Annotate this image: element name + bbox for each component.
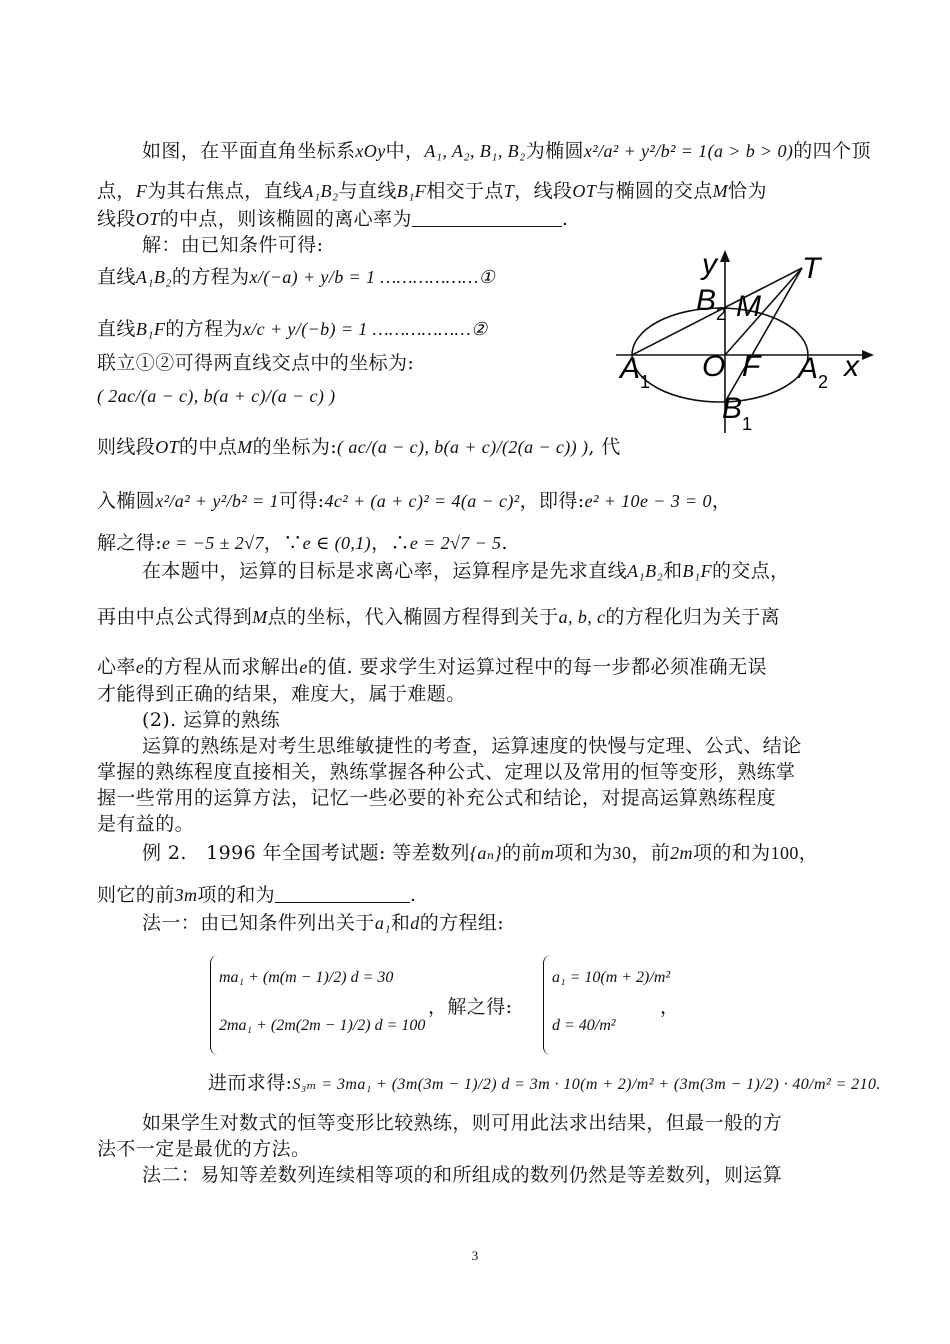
- math: A₁B₂: [302, 181, 339, 201]
- text: 直线: [97, 266, 136, 288]
- solve-text: [428, 994, 538, 1021]
- math: M: [252, 607, 268, 627]
- solution-line-4: [97, 350, 607, 377]
- math: x²/a² + y²/b² = 1(a > b > 0): [583, 141, 794, 161]
- math: e ∈ (0,1): [302, 533, 372, 553]
- math: B₁F: [396, 181, 427, 201]
- math: e = 2√7 − 5: [409, 533, 502, 553]
- text: 运算的熟练是对考生思维敏捷性的考查，运算速度的快慢与定理、公式、结论: [142, 735, 802, 757]
- math: T: [503, 181, 515, 201]
- problem-line-1: [142, 138, 927, 165]
- math: B₁F: [135, 319, 166, 339]
- text: 如图，在平面直角坐标系: [142, 140, 356, 162]
- method1-result: [208, 1070, 881, 1098]
- text: 直线: [97, 318, 136, 340]
- text: .: [410, 884, 417, 906]
- text: 再由中点公式得到: [97, 606, 253, 628]
- equation-2: x/c + y/(−b) = 1 ………………②: [242, 319, 488, 339]
- para2-line-3: [97, 785, 882, 812]
- text: 项的和为: [692, 842, 771, 864]
- math: d: [410, 913, 420, 933]
- text: 的方程为: [171, 266, 250, 288]
- label-a2-sub: 2: [818, 372, 829, 392]
- text: 是有益的。: [97, 813, 195, 835]
- label-b2: B: [696, 284, 717, 317]
- text: ，前: [631, 842, 671, 864]
- text: 为椭圆: [525, 140, 584, 162]
- equation-system-b: [543, 955, 671, 1055]
- remark-line-2: [97, 1136, 882, 1163]
- method1-intro: [142, 910, 927, 937]
- example2-line-1: [142, 840, 927, 867]
- solution-line-3: [97, 316, 607, 343]
- text: 握一些常用的运算方法，记忆一些必要的补充公式和结论，对提高运算熟练程度: [97, 787, 777, 809]
- label-x: x: [844, 350, 859, 383]
- text: 才能得到正确的结果，难度大，属于难题。: [97, 683, 466, 705]
- text: 恰为: [728, 180, 767, 202]
- text: 和: [663, 560, 683, 582]
- system-comma: [660, 994, 690, 1021]
- label-b2-sub: 2: [716, 304, 727, 324]
- text: ，即得:: [519, 490, 585, 512]
- answer-blank: [275, 884, 410, 903]
- section-heading: [142, 707, 927, 734]
- math: OT: [155, 437, 180, 457]
- text: 法不一定是最优的方法。: [97, 1138, 311, 1160]
- math: xOy: [355, 141, 386, 161]
- para-line-3: [97, 654, 882, 681]
- text: ，∴: [371, 532, 410, 554]
- solution-line-8: [97, 530, 882, 557]
- text: 的方程从而求解出: [144, 656, 300, 678]
- system-b-eq2: d = 40/m²: [552, 1017, 616, 1034]
- text: 则它的前: [97, 884, 175, 906]
- para2-line-4: [97, 811, 882, 838]
- math: 30: [612, 843, 632, 863]
- label-y: y: [702, 248, 717, 281]
- remark-line-1: [142, 1110, 927, 1137]
- text: 的方程为: [165, 318, 243, 340]
- text: 点的坐标，代入椭圆方程得到关于: [267, 606, 559, 628]
- math: 100: [770, 843, 799, 863]
- math: F: [135, 181, 148, 201]
- math: {aₙ}: [469, 843, 503, 863]
- text: 相交于点: [426, 180, 504, 202]
- label-a1: A: [620, 352, 641, 385]
- text: 则线段: [97, 436, 156, 458]
- text: 的中点: [179, 436, 238, 458]
- text: 联立①②可得两直线交点中的坐标为:: [97, 352, 415, 374]
- text: 的方程组:: [419, 912, 505, 934]
- system-b-eq1: a₁ = 10(m + 2)/m²: [552, 969, 671, 986]
- system-a-eq1: ma₁ + (m(m − 1)/2) d = 30: [219, 969, 394, 986]
- text: 解之得:: [97, 532, 163, 554]
- text: 点，: [97, 180, 136, 202]
- text: ，: [711, 490, 732, 512]
- text: 在本题中，运算的目标是求离心率，运算程序是先求直线: [142, 560, 628, 582]
- method2-line-1: [142, 1162, 927, 1189]
- text: 的值. 要求学生对运算过程中的每一步都必须准确无误: [307, 656, 767, 678]
- text: ，线段: [514, 180, 573, 202]
- text: 掌握的熟练程度直接相关，熟练掌握各种公式、定理以及常用的恒等变形，熟练掌: [97, 761, 796, 783]
- text: .: [561, 208, 569, 230]
- text: 入椭圆: [97, 490, 156, 512]
- text: 和: [390, 912, 411, 934]
- math: e = −5 ± 2√7: [162, 533, 264, 553]
- text: , 代: [588, 436, 621, 458]
- text: 可得:: [278, 490, 325, 512]
- math: A₁, A₂, B₁, B₂: [424, 141, 526, 161]
- text: 项的和为: [197, 884, 276, 906]
- text: 如果学生对数式的恒等变形比较熟练，则可用此法求出结果，但最一般的方: [142, 1112, 783, 1134]
- solution-line-7: [97, 488, 882, 515]
- math: M: [237, 437, 253, 457]
- text: ，: [798, 842, 819, 864]
- math: e² + 10e − 3 = 0: [584, 491, 712, 511]
- text: 与椭圆的交点: [596, 180, 713, 202]
- sum-equation: S₃ₘ = 3ma₁ + (3m(3m − 1)/2) d = 3m · 10(m + 2)/m² + (3m(3m − 1)/2) · 40/m² = 210.: [292, 1076, 881, 1093]
- text: 线段: [97, 208, 136, 230]
- system-a-eq2: 2ma₁ + (2m(2m − 1)/2) d = 100: [219, 1017, 426, 1034]
- solution-line-5: [97, 383, 607, 410]
- text: 的四个顶: [793, 140, 871, 162]
- math: e: [299, 657, 308, 677]
- math: M: [712, 181, 729, 201]
- text: .: [501, 532, 508, 554]
- label-a2: A: [798, 352, 819, 385]
- heading-text: (2). 运算的熟练: [142, 709, 280, 731]
- math: x²/a² + y²/b² = 1: [155, 491, 279, 511]
- label-o: O: [702, 350, 726, 383]
- equation-system-a: [210, 955, 431, 1055]
- text: 心率: [97, 656, 136, 678]
- label-b1-sub: 1: [742, 414, 753, 434]
- text: 解：由已知条件可得:: [142, 234, 324, 256]
- answer-blank: [412, 208, 562, 227]
- example2-line-2: [97, 882, 882, 909]
- label-f: F: [742, 350, 761, 383]
- text: 法一：由已知条件列出关于: [142, 912, 375, 934]
- text: 的交点，: [711, 560, 790, 582]
- math: a₁: [374, 913, 391, 933]
- ellipse-figure: [612, 248, 882, 438]
- label-a1-sub: 1: [640, 372, 651, 392]
- text: 中，: [385, 140, 425, 162]
- text: 的前: [502, 842, 541, 864]
- math: e: [135, 657, 145, 677]
- text: 的坐标为:: [252, 436, 338, 458]
- equation-1: x/(−a) + y/b = 1 ………………①: [249, 267, 496, 287]
- para2-line-2: [97, 759, 882, 786]
- solution-line-2: [97, 264, 607, 291]
- label-t: T: [802, 252, 821, 285]
- label-m: M: [736, 290, 761, 323]
- text: ，解之得:: [428, 996, 513, 1018]
- para-line-4: [97, 681, 882, 708]
- midpoint-coordinates: ( ac/(a − c), b(a + c)/(2(a − c)) ): [337, 437, 589, 457]
- text: 法二：易知等差数列连续相等项的和所组成的数列仍然是等差数列，则运算: [142, 1164, 783, 1186]
- text: 的方程化归为关于离: [605, 606, 781, 628]
- text: 项和为: [554, 842, 613, 864]
- math: m: [540, 843, 555, 863]
- x-axis-arrow: [862, 350, 874, 360]
- para2-line-1: [142, 733, 927, 760]
- y-axis-arrow: [720, 250, 730, 262]
- math: OT: [135, 209, 160, 229]
- text: ，: [660, 996, 680, 1018]
- math: a, b, c: [558, 607, 606, 627]
- text: 例 2. 1996 年全国考试题: 等差数列: [142, 842, 470, 864]
- problem-line-2: [97, 178, 882, 205]
- page-number: 3: [471, 1248, 479, 1263]
- math: 4c² + (a + c)² = 4(a − c)²: [324, 491, 520, 511]
- label-b1: B: [722, 392, 743, 425]
- problem-line-3: [97, 206, 882, 233]
- para-line-2: [97, 604, 882, 631]
- text: 为其右焦点，直线: [147, 180, 303, 202]
- solution-line-6: [97, 434, 621, 461]
- math: A₁B₂: [627, 561, 664, 581]
- intersection-coordinates: ( 2ac/(a − c), b(a + c)/(a − c) ): [97, 386, 336, 406]
- math: B₁F: [682, 561, 712, 581]
- math: 2m: [670, 843, 693, 863]
- math: OT: [572, 181, 597, 201]
- text: 进而求得:: [208, 1072, 293, 1094]
- math: A₁B₂: [135, 267, 172, 287]
- math: 3m: [174, 885, 198, 905]
- text: ，∵: [263, 532, 303, 554]
- text: 与直线: [338, 180, 397, 202]
- text: 的中点，则该椭圆的离心率为: [159, 208, 412, 230]
- para-line-1: [142, 558, 927, 585]
